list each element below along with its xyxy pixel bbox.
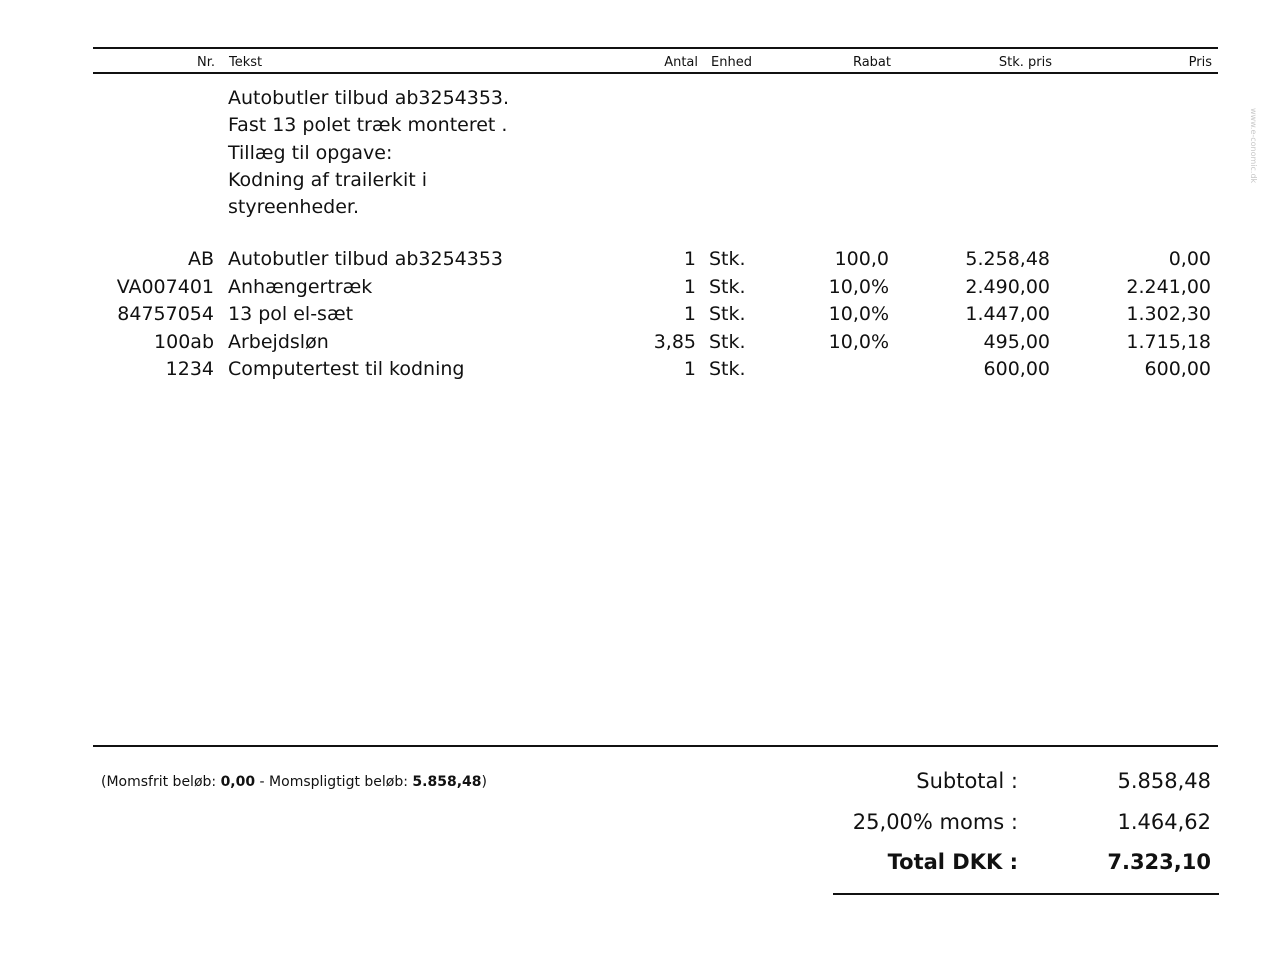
line-item-row bbox=[0, 246, 1280, 274]
line-item-row bbox=[0, 356, 1280, 384]
moms-value: 1.464,62 bbox=[1117, 810, 1211, 834]
line-item-row bbox=[0, 329, 1280, 357]
line-item-row bbox=[0, 274, 1280, 302]
vat-note-open: (Momsfrit beløb: bbox=[101, 774, 221, 790]
item-rabat: 10,0% bbox=[828, 330, 889, 353]
item-text: 13 pol el-sæt bbox=[228, 303, 354, 325]
item-nr: 100ab bbox=[154, 330, 214, 353]
subtotal-label: Subtotal : bbox=[916, 769, 1018, 793]
item-antal: 1 bbox=[683, 248, 696, 270]
col-header-stk-pris: Stk. pris bbox=[998, 55, 1052, 70]
item-enhed: Stk. bbox=[709, 303, 746, 325]
footer-top-rule bbox=[93, 745, 1218, 747]
item-rabat: 10,0% bbox=[828, 303, 889, 325]
momsfrit-value: 0,00 bbox=[220, 774, 256, 790]
moms-label: 25,00% moms : bbox=[852, 810, 1018, 834]
item-pris: 600,00 bbox=[1144, 358, 1211, 380]
item-stk-pris: 2.490,00 bbox=[965, 275, 1050, 298]
intro-line: Kodning af trailerkit i bbox=[228, 168, 428, 191]
line-items bbox=[0, 246, 1280, 384]
item-stk-pris: 495,00 bbox=[983, 330, 1050, 353]
subtotal-value: 5.858,48 bbox=[1117, 769, 1211, 793]
item-enhed: Stk. bbox=[709, 330, 746, 353]
col-header-antal: Antal bbox=[664, 55, 698, 70]
intro-line: Tillæg til opgave: bbox=[228, 141, 393, 164]
line-item-row bbox=[0, 301, 1280, 329]
item-stk-pris: 600,00 bbox=[983, 358, 1050, 380]
item-nr: AB bbox=[187, 248, 214, 270]
item-stk-pris: 5.258,48 bbox=[965, 248, 1050, 270]
item-text: Autobutler tilbud ab3254353 bbox=[228, 248, 504, 270]
col-header-rabat: Rabat bbox=[852, 55, 891, 70]
total-underline bbox=[833, 893, 1219, 895]
item-pris: 1.715,18 bbox=[1126, 330, 1211, 353]
col-header-pris: Pris bbox=[1188, 55, 1212, 70]
vat-note-close: ) bbox=[481, 774, 487, 790]
item-pris: 2.241,00 bbox=[1126, 275, 1211, 298]
total-label: Total DKK : bbox=[887, 850, 1018, 874]
intro-line: styreenheder. bbox=[228, 196, 359, 219]
item-pris: 0,00 bbox=[1168, 248, 1211, 270]
vat-note bbox=[101, 773, 487, 791]
item-text: Computertest til kodning bbox=[228, 358, 465, 380]
item-antal: 1 bbox=[683, 303, 696, 325]
item-enhed: Stk. bbox=[709, 275, 746, 298]
item-text: Arbejdsløn bbox=[228, 330, 329, 353]
item-enhed: Stk. bbox=[709, 248, 746, 270]
vat-note-middle: - Momspligtigt beløb: bbox=[255, 774, 413, 790]
item-rabat: 10,0% bbox=[828, 275, 889, 298]
intro-line: Autobutler tilbud ab3254353. bbox=[228, 87, 510, 109]
item-text: Anhængertræk bbox=[228, 275, 373, 298]
item-stk-pris: 1.447,00 bbox=[965, 303, 1050, 325]
col-header-enhed: Enhed bbox=[711, 55, 752, 70]
side-watermark bbox=[1244, 108, 1260, 208]
item-antal: 3,85 bbox=[653, 330, 696, 353]
item-nr: 1234 bbox=[165, 358, 214, 380]
item-enhed: Stk. bbox=[709, 358, 746, 380]
item-nr: 84757054 bbox=[117, 303, 214, 325]
item-nr: VA007401 bbox=[116, 275, 214, 298]
item-rabat: 100,0 bbox=[834, 248, 889, 270]
side-watermark-text: www.e-conomic.dk bbox=[1249, 108, 1258, 184]
col-header-nr: Nr. bbox=[196, 55, 215, 70]
total-value: 7.323,10 bbox=[1107, 850, 1211, 874]
header-top-rule bbox=[93, 47, 1218, 49]
header-bottom-rule bbox=[93, 72, 1218, 74]
item-antal: 1 bbox=[683, 358, 696, 380]
col-header-tekst: Tekst bbox=[229, 55, 263, 70]
intro-line: Fast 13 polet træk monteret . bbox=[228, 114, 508, 137]
item-pris: 1.302,30 bbox=[1126, 303, 1211, 325]
momspligtigt-value: 5.858,48 bbox=[412, 774, 482, 790]
item-antal: 1 bbox=[683, 275, 696, 298]
intro-text bbox=[228, 85, 509, 221]
